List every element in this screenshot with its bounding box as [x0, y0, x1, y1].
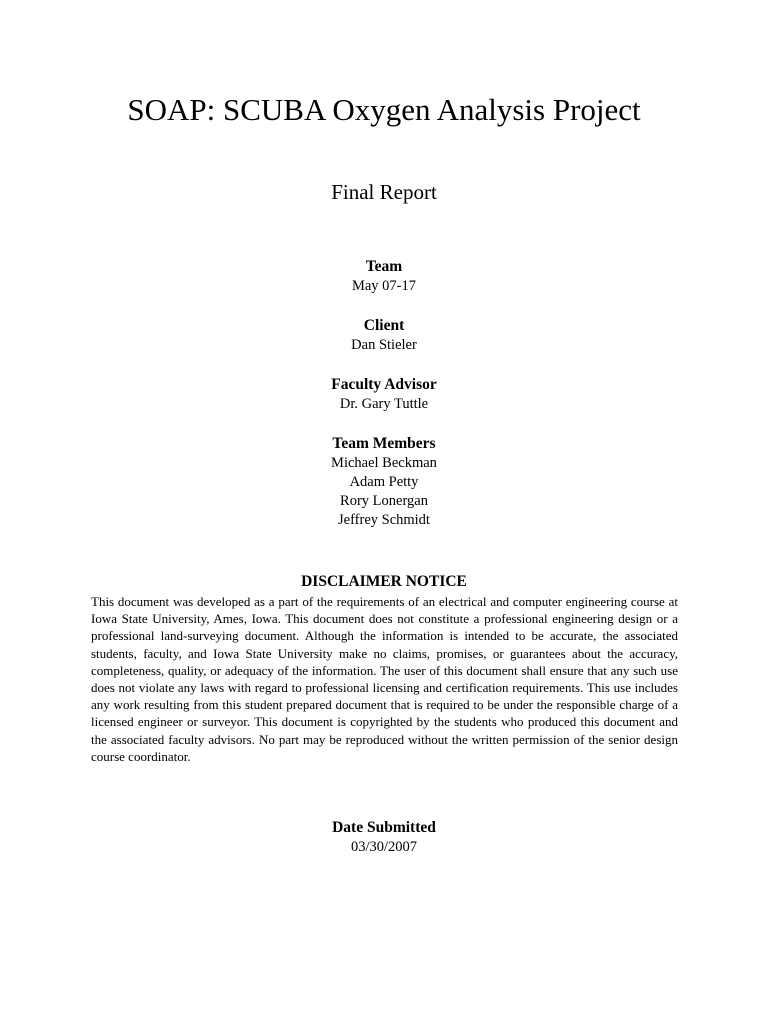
- team-value: May 07-17: [351, 278, 417, 294]
- disclaimer-text: This document was developed as a part of the requirements of an electrical and computer engineering course at Iowa State University, Ames, Iowa. This document does not constitute a professional engineering design or a professional land-surveying document. Although the information is intended to be accurate, the associated students, faculty, and Iowa State University make no claims, promises, or guarantees about the accuracy, completeness, quality, or adequacy of the information. The user of this document shall ensure that any such use does not violate any laws with regard to professional licensing and certification requirements. This use includes any work resulting from this student prepared document that is required to be under the responsible charge of a licensed engineer or surveyor. This document is copyrighted by the students who produced this document and the associated faculty advisors. No part may be reproduced without the written permission of the senior design course coordinator.: [91, 594, 678, 764]
- disclaimer-heading: DISCLAIMER NOTICE: [301, 573, 467, 590]
- client-value: Dan Stieler: [351, 337, 417, 353]
- faculty-advisor-section: [0, 375, 768, 414]
- team-member-name: Adam Petty: [349, 474, 419, 490]
- team-heading: Team: [365, 258, 403, 275]
- document-subtitle: Final Report: [331, 180, 437, 204]
- date-submitted-value: 03/30/2007: [350, 839, 418, 855]
- team-members-heading: Team Members: [332, 435, 436, 452]
- team-member-name: Rory Lonergan: [340, 493, 428, 509]
- faculty-advisor-value: Dr. Gary Tuttle: [339, 396, 429, 412]
- date-submitted-section: [0, 818, 768, 857]
- faculty-advisor-heading: Faculty Advisor: [331, 376, 437, 393]
- team-member-name: Jeffrey Schmidt: [338, 512, 430, 528]
- date-submitted-heading: Date Submitted: [332, 819, 436, 836]
- team-members-section: [0, 434, 768, 530]
- client-section: [0, 316, 768, 355]
- document-title: SOAP: SCUBA Oxygen Analysis Project: [127, 92, 641, 127]
- client-heading: Client: [363, 317, 405, 334]
- team-member-name: Michael Beckman: [331, 455, 437, 471]
- team-section: [0, 257, 768, 296]
